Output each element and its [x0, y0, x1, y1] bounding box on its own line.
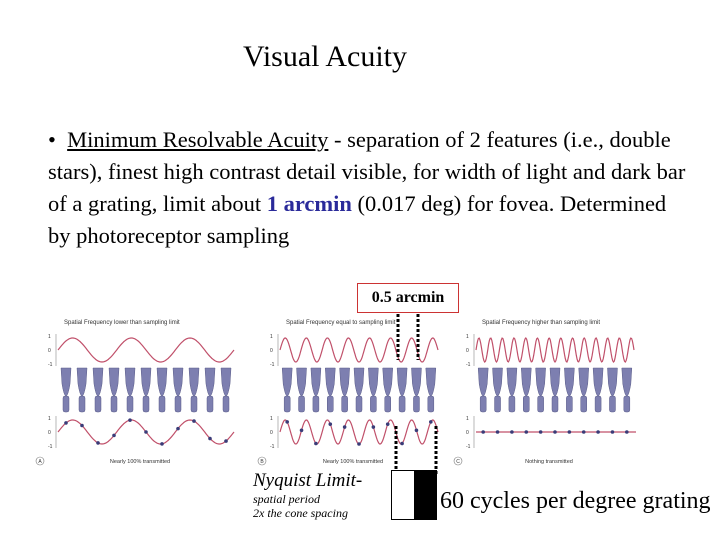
grating-dark-bar	[414, 471, 436, 519]
bullet-marker: •	[48, 127, 56, 152]
bullet-text-2: (0.017 deg) for fovea. Determined by photoreceptor sampling	[48, 191, 667, 248]
cone-stalk	[566, 396, 572, 412]
cone-stalk	[191, 396, 197, 412]
sample-point	[553, 430, 557, 434]
sample-point	[224, 439, 228, 443]
cone-cell	[282, 368, 292, 396]
cone-stalk	[480, 396, 486, 412]
slide-title: Visual Acuity	[242, 40, 408, 73]
cone-stalk	[207, 396, 213, 412]
bullet-paragraph	[48, 124, 688, 252]
cone-stalk	[595, 396, 601, 412]
grating-swatch	[391, 470, 437, 520]
axis-tick-label: 0	[270, 348, 273, 354]
panel-a	[36, 320, 234, 465]
cone-stalk	[159, 396, 165, 412]
sample-point	[400, 442, 404, 446]
stimulus-wave	[58, 338, 234, 362]
stimulus-wave	[476, 338, 634, 362]
sample-point	[285, 420, 289, 424]
axis-tick-label: 1	[270, 334, 273, 340]
cone-stalk	[143, 396, 149, 412]
sample-point	[128, 418, 132, 422]
cone-cell	[109, 368, 119, 396]
cone-stalk	[299, 396, 305, 412]
cone-cell	[368, 368, 378, 396]
bullet-term: Minimum Resolvable Acuity	[67, 127, 329, 152]
sample-point	[144, 430, 148, 434]
sample-point	[415, 428, 419, 432]
sample-point	[160, 442, 164, 446]
panel-letter: B	[260, 459, 264, 465]
cone-stalk	[284, 396, 290, 412]
sample-point	[596, 430, 600, 434]
panel-letter: A	[38, 459, 42, 465]
panel-letter: C	[456, 459, 460, 465]
sample-point	[496, 430, 500, 434]
bullet-highlight: 1 arcmin	[266, 191, 352, 216]
cone-cell	[383, 368, 393, 396]
cone-stalk	[63, 396, 69, 412]
cone-stalk	[356, 396, 362, 412]
axis-tick-label: 0	[466, 430, 469, 436]
cone-stalk	[313, 396, 319, 412]
cone-cell	[397, 368, 407, 396]
sample-point	[300, 428, 304, 432]
axis-tick-label: -1	[270, 444, 275, 450]
nyquist-line-2: 2x the cone spacing	[253, 506, 348, 520]
axis-tick-label: -1	[48, 444, 53, 450]
cone-stalk	[370, 396, 376, 412]
cone-stalk	[495, 396, 501, 412]
grating-light-bar	[392, 471, 414, 519]
cone-cell	[157, 368, 167, 396]
sample-point	[176, 427, 180, 431]
cone-cell	[141, 368, 151, 396]
sampling-figure	[0, 300, 720, 475]
cone-cell	[478, 368, 488, 396]
cone-cell	[579, 368, 589, 396]
axis-tick-label: 1	[466, 334, 469, 340]
cone-cell	[125, 368, 135, 396]
nyquist-note	[253, 470, 362, 520]
axis-tick-label: -1	[466, 444, 471, 450]
cone-cell	[593, 368, 603, 396]
cone-cell	[521, 368, 531, 396]
stimulus-wave	[280, 338, 438, 362]
cone-cell	[426, 368, 436, 396]
sample-point	[568, 430, 572, 434]
cone-stalk	[399, 396, 405, 412]
sample-point	[611, 430, 615, 434]
cone-cell	[173, 368, 183, 396]
axis-tick-label: 1	[48, 416, 51, 422]
cone-stalk	[624, 396, 630, 412]
bullet-text-1: - separation of 2 features (i.e., double stars), finest high contrast detail visible, for width of light and dark bar of a grating, limit about	[48, 127, 686, 216]
axis-tick-label: 1	[270, 416, 273, 422]
sample-point	[372, 425, 376, 429]
sample-point	[386, 422, 390, 426]
cone-cell	[297, 368, 307, 396]
cone-stalk	[609, 396, 615, 412]
axis-tick-label: -1	[48, 362, 53, 368]
cone-stalk	[95, 396, 101, 412]
cone-cell	[205, 368, 215, 396]
cone-cell	[325, 368, 335, 396]
cone-cell	[493, 368, 503, 396]
panel-caption: Nearly 100% transmitted	[109, 459, 171, 465]
sample-point	[64, 421, 68, 425]
sample-point	[524, 430, 528, 434]
cone-cell	[564, 368, 574, 396]
cone-stalk	[223, 396, 229, 412]
cone-stalk	[523, 396, 529, 412]
cone-cell	[311, 368, 321, 396]
nyquist-title: Nyquist Limit-	[253, 470, 363, 491]
cone-cell	[93, 368, 103, 396]
axis-tick-label: 0	[270, 430, 273, 436]
dotted-marker-top	[398, 314, 418, 360]
sample-point	[314, 442, 318, 446]
cone-cell	[340, 368, 350, 396]
cone-cell	[61, 368, 71, 396]
sample-point	[80, 424, 84, 428]
sample-point	[357, 442, 361, 446]
cone-stalk	[327, 396, 333, 412]
cone-cell	[550, 368, 560, 396]
arcmin-label: 0.5 arcmin	[357, 283, 459, 313]
sample-point	[192, 419, 196, 423]
axis-tick-label: 1	[48, 334, 51, 340]
cone-cell	[622, 368, 632, 396]
cone-stalk	[552, 396, 558, 412]
cone-stalk	[428, 396, 434, 412]
cone-stalk	[111, 396, 117, 412]
axis-tick-label: -1	[466, 362, 471, 368]
sample-point	[328, 422, 332, 426]
cone-cell	[411, 368, 421, 396]
cone-cell	[77, 368, 87, 396]
sample-point	[343, 425, 347, 429]
sample-point	[481, 430, 485, 434]
cone-stalk	[581, 396, 587, 412]
cone-cell	[221, 368, 231, 396]
nyquist-line-1: spatial period	[253, 492, 321, 506]
cone-cell	[607, 368, 617, 396]
cone-stalk	[413, 396, 419, 412]
cone-cell	[536, 368, 546, 396]
cone-stalk	[175, 396, 181, 412]
axis-tick-label: 0	[48, 430, 51, 436]
cone-stalk	[127, 396, 133, 412]
panel-heading: Spatial Frequency equal to sampling limit	[286, 320, 396, 326]
sample-point	[208, 437, 212, 441]
cycles-label: 60 cycles per degree grating	[440, 488, 711, 514]
cone-stalk	[509, 396, 515, 412]
axis-tick-label: 0	[466, 348, 469, 354]
dotted-marker-bottom	[396, 426, 436, 475]
axis-tick-label: 0	[48, 348, 51, 354]
sample-point	[582, 430, 586, 434]
panel-b	[258, 320, 438, 465]
cone-stalk	[342, 396, 348, 412]
panel-c	[454, 320, 636, 465]
panel-caption: Nearly 100% transmitted	[322, 459, 384, 465]
sample-point	[96, 441, 100, 445]
transmitted-wave	[280, 420, 438, 444]
axis-tick-label: 1	[466, 416, 469, 422]
sample-point	[539, 430, 543, 434]
cone-stalk	[79, 396, 85, 412]
sample-point	[625, 430, 629, 434]
axis-tick-label: -1	[270, 362, 275, 368]
cone-cell	[507, 368, 517, 396]
panel-heading: Spatial Frequency higher than sampling limit	[482, 320, 601, 326]
cone-cell	[189, 368, 199, 396]
cone-stalk	[538, 396, 544, 412]
sample-point	[112, 434, 116, 438]
cone-stalk	[385, 396, 391, 412]
panel-heading: Spatial Frequency lower than sampling limit	[64, 320, 180, 326]
sample-point	[429, 420, 433, 424]
sample-point	[510, 430, 514, 434]
cone-cell	[354, 368, 364, 396]
panel-caption: Nothing transmitted	[525, 459, 573, 465]
